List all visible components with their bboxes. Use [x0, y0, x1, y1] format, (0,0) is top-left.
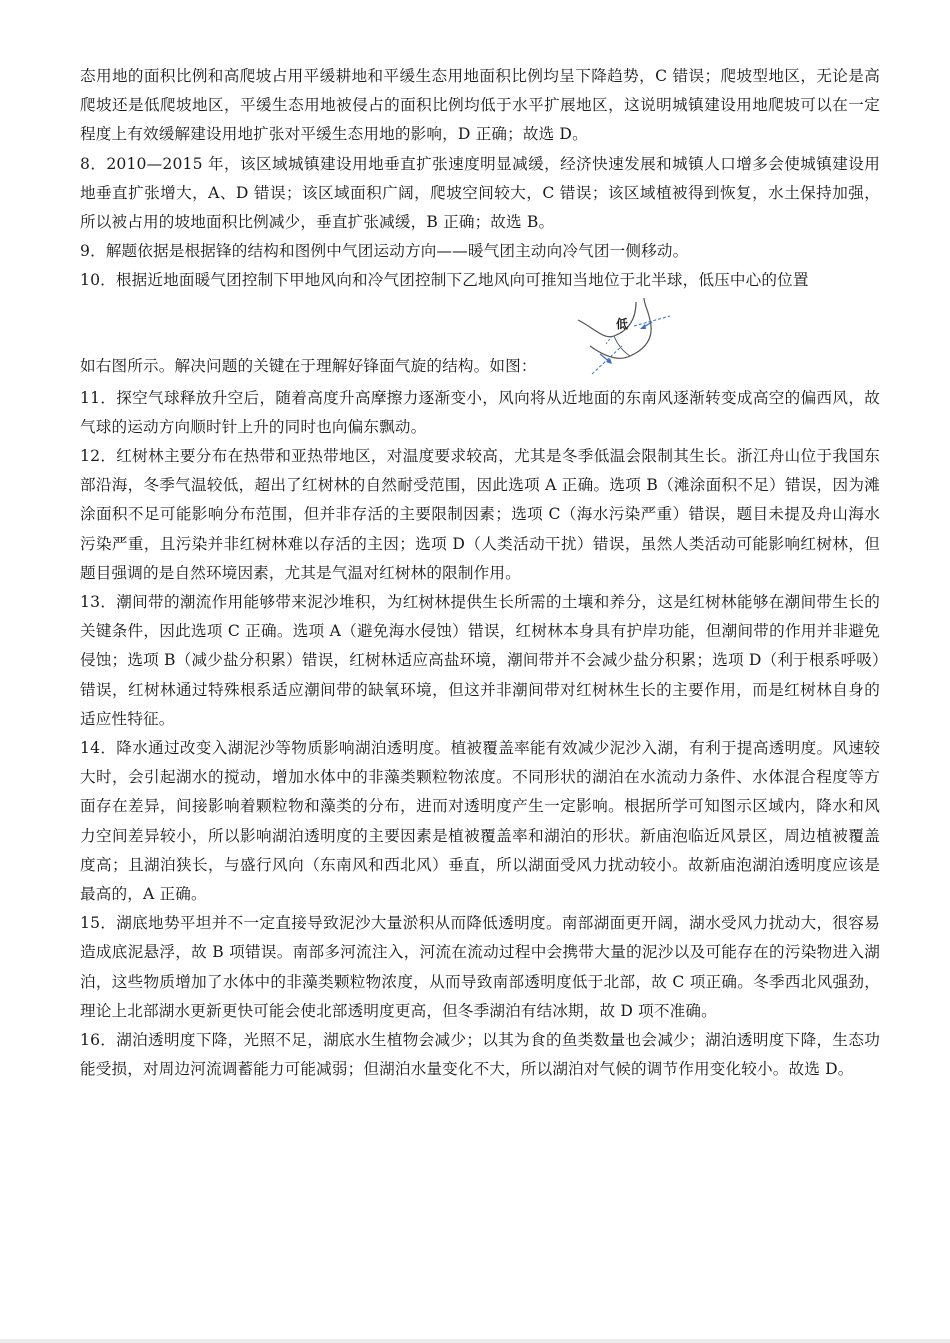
paragraph-15: 15．湖底地势平坦并不一定直接导致泥沙大量淤积从而降低透明度。南部湖面更开阔，湖水受风力扰动大，很容易造成底泥悬浮，故 B 项错误。南部多河流注入，河流在流动过程中会携带大量的泥沙以及可能存在的污染物进入湖泊，这些物质增加了水体中的非藻类颗粒物浓度，从而导致南部透明度低于北部，故 C 项正确。冬季西北风强劲，理论上北部湖水更新更快可能会使北部透明度更高，但冬季湖泊有结冰期，故 D 项不准确。 [80, 914, 880, 1020]
paragraph-12: 12．红树林主要分布在热带和亚热带地区，对温度要求较高，尤其是冬季低温会限制其生长。浙江舟山位于我国东部沿海，冬季气温较低，超出了红树林的自然耐受范围，因此选项 A 正确。选项 B（滩涂面积不足）错误，因为滩涂面积不足可能影响分布范围，但并非存活的主要限制因素；选项 C（海水污染严重）错误，题目未提及舟山海水污染严重，且污染并非红树林难以存活的主因；选项 D（人类活动干扰）错误，虽然人类活动可能影响红树林，但题目强调的是自然环境因素，尤其是气温对红树林的限制作用。 [80, 447, 880, 582]
paragraph-13: 13．潮间带的潮流作用能够带来泥沙堆积，为红树林提供生长所需的土壤和养分，这是红树林能够在潮间带生长的关键条件，因此选项 C 正确。选项 A（避免海水侵蚀）错误，红树林本身具有护岸功能，但潮间带的作用并非避免侵蚀；选项 B（减少盐分积累）错误，红树林适应高盐环境，潮间带并不会减少盐分积累；选项 D（利于根系呼吸）错误，红树林通过特殊根系适应潮间带的缺氧环境，但这并非潮间带对红树林生长的主要作用，而是红树林自身的适应性特征。 [80, 593, 880, 728]
cyclone-figure-block [80, 296, 880, 384]
paragraph-14: 14．降水通过改变入湖泥沙等物质影响湖泊透明度。植被覆盖率能有效减少泥沙入湖，有利于提高透明度。风速较大时，会引起湖水的搅动，增加水体中的非藻类颗粒物浓度。不同形状的湖泊在水流动力条件、水体混合程度等方面存在差异，间接影响着颗粒物和藻类的分布，进而对透明度产生一定影响。根据所学可知图示区域内，降水和风力空间差异较小，所以影响湖泊透明度的主要因素是植被覆盖率和湖泊的形状。新庙泡临近风景区，周边植被覆盖度高；且湖泊狭长，与盛行风向（东南风和西北风）垂直，所以湖面受风力扰动较小。故新庙泡湖泊透明度应该是最高的，A 正确。 [80, 739, 880, 904]
paragraph-8: 8．2010—2015 年，该区域城镇建设用地垂直扩张速度明显减缓，经济快速发展和城镇人口增多会使城镇建设用地垂直扩张增大，A、D 错误；该区域面积广阔，爬坡空间较大，C 错误；该区域植被得到恢复，水土保持加强，所以被占用的坡地面积比例减少，垂直扩张减缓，B 正确；故选 B。 [80, 154, 880, 232]
paragraph-11: 11．探空气球释放升空后，随着高度升高摩擦力逐渐变小，风向将从近地面的东南风逐渐转变成高空的偏西风，故气球的运动方向顺时针上升的同时也向偏东飘动。 [80, 388, 880, 436]
paragraph-16: 16．湖泊透明度下降，光照不足，湖底水生植物会减少；以其为食的鱼类数量也会减少；湖泊透明度下降，生态功能受损，对周边河流调蓄能力可能减弱；但湖泊水量变化不大，所以湖泊对气候的调节作用变化较小。故选 D。 [80, 1031, 880, 1079]
wind-arrowhead-upper [640, 324, 646, 329]
frontal-cyclone-diagram [570, 296, 690, 382]
wind-dash-upper [634, 316, 670, 326]
figure-caption: 如右图所示。解决问题的关键在于理解好锋面气旋的结构。如图： [80, 357, 537, 376]
paragraph-7-continued: 态用地的面积比例和高爬坡占用平缓耕地和平缓生态用地面积比例均呈下降趋势，C 错误；爬坡型地区，无论是高爬坡还是低爬坡地区，平缓生态用地被侵占的面积比例均低于水平扩展地区，这说明城镇建设用地爬坡可以在一定程度上有效缓解建设用地扩张对平缓生态用地的影响，D 正确；故选 D。 [80, 67, 880, 144]
low-pressure-label: 低 [616, 316, 629, 331]
paragraph-9: 9．解题依据是根据锋的结构和图例中气团运动方向——暖气团主动向冷气团一侧移动。 [80, 242, 689, 261]
paragraph-10: 10．根据近地面暖气团控制下甲地风向和冷气团控制下乙地风向可推知当地位于北半球，低压中心的位置 [80, 271, 809, 290]
answer-explanations [80, 62, 880, 1085]
bottom-border [0, 1339, 950, 1343]
